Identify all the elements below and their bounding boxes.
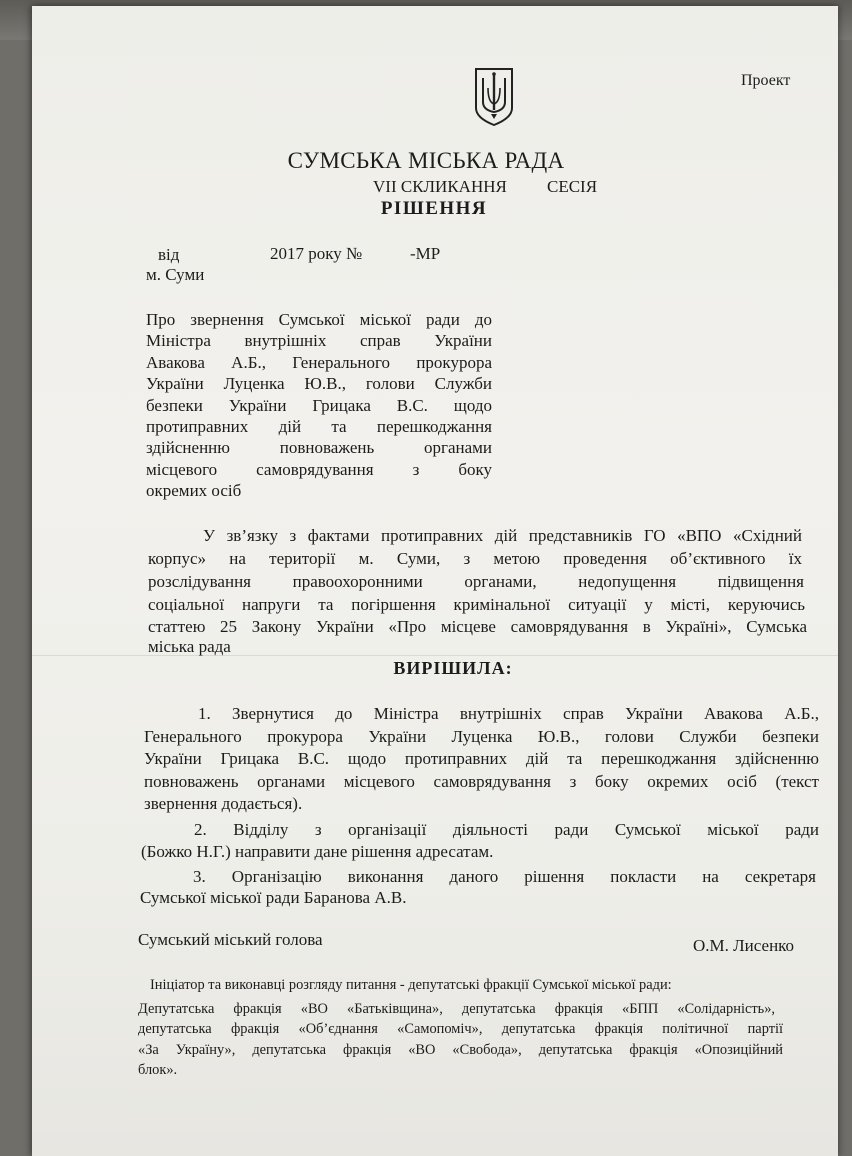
date-year-text: 2017 року №: [270, 244, 363, 263]
subject-line: місцевого самоврядування з боку: [146, 459, 492, 479]
mayor-title: Сумський міський голова: [138, 930, 323, 949]
subject-line: Міністра внутрішніх справ України: [146, 331, 492, 351]
mayor-name: О.М. Лисенко: [693, 936, 795, 955]
factions-line: депутатська фракція «Об’єднання «Самопоміч», депутатська фракція політичної партії: [138, 1021, 783, 1037]
preamble-line: розслідування правоохоронними органами, недопущення підвищення: [148, 572, 804, 591]
subject-line: безпеки України Грицака В.С. щодо: [146, 395, 492, 415]
item-line: 2. Відділу з організації діяльності ради Сумської міської ради: [194, 820, 819, 839]
city-label: м. Суми: [146, 265, 205, 284]
decision-title: РІШЕННЯ: [380, 198, 488, 219]
item-line: 3. Організацію виконання даного рішення покласти на секретаря: [193, 867, 816, 886]
preamble-line: міська рада: [148, 637, 231, 656]
item-line: Генерального прокурора України Луценка Ю.В., голови Служби безпеки: [144, 727, 819, 746]
initiator-line: Ініціатор та виконавці розгляду питання - депутатські фракції Сумської міської ради:: [150, 977, 672, 993]
session-label: СЕСІЯ: [547, 177, 598, 196]
council-title: СУМСЬКА МІСЬКА РАДА: [287, 148, 565, 173]
preamble-line: соціальної напруги та погіршення кримінальної ситуації у місті, керуючись: [148, 595, 805, 614]
item-line: звернення додається).: [144, 794, 303, 813]
subject-line: здійсненню повноважень органами: [146, 438, 492, 458]
item-line: (Божко Н.Г.) направити дане рішення адресатам.: [141, 842, 494, 861]
item-line: повноважень органами місцевого самоврядування з боку окремих осіб (текст: [144, 772, 819, 791]
subject-line: протиправних дій та перешкоджання: [146, 416, 492, 436]
factions-line: Депутатська фракція «ВО «Батьківщина», депутатська фракція «БПП «Солідарність»,: [138, 1001, 775, 1017]
convocation-label: VII СКЛИКАННЯ: [373, 177, 507, 196]
resolved-heading: ВИРІШИЛА:: [393, 658, 513, 678]
item-line: України Грицака В.С. щодо протиправних дій та перешкоджання здійсненню: [144, 749, 819, 768]
draft-label: Проект: [741, 72, 791, 89]
subject-line: Про звернення Сумської міської ради до: [146, 310, 492, 329]
preamble-line: У зв’язку з фактами протиправних дій представників ГО «ВПО «Східний: [203, 526, 802, 545]
subject-line: Авакова А.Б., Генерального прокурора: [146, 352, 492, 372]
factions-line: «За Україну», депутатська фракція «ВО «Свобода», депутатська фракція «Опозиційний: [138, 1042, 783, 1058]
trident-icon: [472, 66, 516, 128]
preamble-line: статтею 25 Закону України «Про місцеве самоврядування в Україні», Сумська: [148, 617, 807, 636]
decision-subject: [146, 309, 492, 502]
item-line: 1. Звернутися до Міністра внутрішніх справ України Авакова А.Б.,: [198, 704, 819, 723]
preamble-line: корпус» на території м. Суми, з метою проведення об’єктивного їх: [148, 549, 802, 568]
date-from-label: від: [158, 245, 180, 264]
factions-line: блок».: [138, 1062, 178, 1078]
decision-number-suffix: -МР: [410, 244, 441, 263]
subject-line: України Луценка Ю.В., голови Служби: [146, 374, 492, 394]
item-line: Сумської міської ради Баранова А.В.: [140, 888, 407, 907]
subject-line: окремих осіб: [146, 481, 242, 501]
